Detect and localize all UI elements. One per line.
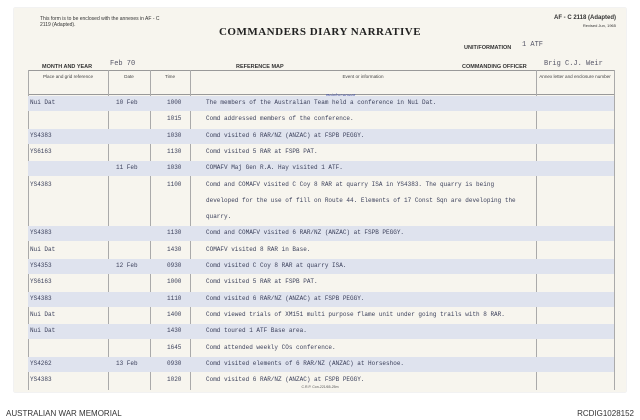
- row-event: Comd visited 5 RAR at FSPB PAT.: [206, 278, 318, 286]
- row-place: YS4383: [30, 294, 52, 302]
- enclosure-note: This form is to be enclosed with the annexes in AF - C 2119 (Adapted).: [40, 16, 160, 28]
- unit-label: UNIT/FORMATION: [464, 45, 512, 51]
- row-date: 12 Feb: [116, 262, 138, 269]
- row-time: 1130: [167, 229, 182, 237]
- archive-id: RCDIG1028152: [577, 409, 634, 418]
- table-row: [28, 129, 614, 144]
- row-place: Nui Dat: [30, 327, 56, 335]
- month-label: MONTH AND YEAR: [42, 64, 93, 70]
- col-event-header: Event or information: [342, 74, 384, 79]
- row-time: 1030: [167, 164, 182, 172]
- row-event: Comd toured 1 ATF Base area.: [206, 327, 307, 335]
- row-place: Nui Dat: [30, 245, 56, 253]
- table-top-rule: [28, 70, 614, 71]
- table-row: [28, 161, 614, 176]
- row-time: 1100: [167, 180, 182, 188]
- col-date-header: Date: [124, 74, 134, 79]
- row-time: 0930: [167, 359, 182, 367]
- revision-note: Revised Jun, 1965: [582, 23, 616, 28]
- table-row: [28, 341, 614, 356]
- row-time: 1430: [167, 245, 182, 253]
- row-time: 1110: [167, 294, 182, 302]
- row-event: Comd addressed members of the conference.: [206, 115, 354, 123]
- header-bottom-rule: [28, 94, 614, 95]
- row-time: 1000: [167, 99, 182, 106]
- diary-sheet: [14, 8, 626, 392]
- table-row: [28, 308, 614, 323]
- row-time: 1130: [167, 147, 182, 155]
- row-event: Comd visited 6 RAR/NZ (ANZAC) at FSPB PEGGY.: [206, 131, 365, 139]
- row-place: YS4383: [30, 180, 52, 188]
- row-event: quarry.: [206, 213, 232, 221]
- row-place: YS6163: [30, 278, 52, 286]
- reference-map-label: REFERENCE MAP: [236, 64, 284, 70]
- row-event: COMAFV Maj Gen R.A. Hay visited 1 ATF.: [206, 164, 343, 172]
- row-event: Comd and COMAFV visited 6 RAR/NZ (ANZAC) at FSPB PEGGY.: [206, 229, 405, 237]
- row-place: Nui Dat: [30, 99, 56, 106]
- table-row: [28, 210, 614, 225]
- page-title: COMMANDERS DIARY NARRATIVE: [218, 26, 422, 38]
- row-event: Comd attended weekly COs conference.: [206, 343, 336, 351]
- table-row: [28, 194, 614, 209]
- row-event: Comd visited 5 RAR at FSPB PAT.: [206, 147, 318, 155]
- right-rule: [614, 70, 615, 390]
- row-date: 13 Feb: [116, 359, 138, 367]
- table-row: [28, 112, 614, 127]
- row-event: developed for the use of fill on Route 44. Elements of 17 Const Sqn are developing the: [206, 196, 516, 204]
- row-event: Comd viewed trials of XM151 multi purpose flame unit under going trails with 8 RAR.: [206, 310, 505, 318]
- col-place-header: Place and grid reference: [42, 74, 94, 79]
- row-place: YS6163: [30, 147, 52, 155]
- table-row: [28, 324, 614, 339]
- print-code: C.R.P. Con-221/65-25m: [301, 385, 339, 389]
- row-time: 1030: [167, 131, 182, 139]
- commanding-officer-label: COMMANDING OFFICER: [462, 64, 527, 70]
- month-value: Feb 70: [110, 60, 136, 68]
- row-event: Comd visited 6 RAR/NZ (ANZAC) at FSPB PEGGY.: [206, 376, 365, 384]
- row-date: 11 Feb: [116, 164, 138, 172]
- unit-value: 1 ATF: [522, 41, 544, 49]
- row-event: Comd visited 6 RAR/NZ (ANZAC) at FSPB PEGGY.: [206, 294, 365, 302]
- row-event: Comd and COMAFV visited C Coy 8 RAR at quarry ISA in YS4383. The quarry is being: [206, 180, 495, 188]
- table-row: [28, 292, 614, 307]
- row-place: YS4353: [30, 262, 52, 269]
- row-place: Nui Dat: [30, 310, 56, 318]
- row-time: 1000: [167, 278, 182, 286]
- col-time-header: Time: [164, 74, 176, 79]
- row-time: 1020: [167, 376, 182, 384]
- row-time: 1400: [167, 310, 182, 318]
- form-code: AF - C 2118 (Adapted): [553, 15, 616, 21]
- row-time: 0930: [167, 262, 182, 269]
- row-event: Comd visited elements of 6 RAR/NZ (ANZAC) at Horseshoe.: [206, 359, 405, 367]
- row-event: COMAFV visited 8 RAR in Base.: [206, 245, 311, 253]
- row-event: The members of the Australian Team held a conference in Nui Dat.: [206, 99, 437, 106]
- table-row: [28, 226, 614, 241]
- table-row: [28, 275, 614, 290]
- col-annex-header: Annex letter and enclosure number: [539, 74, 611, 79]
- table-row: [28, 243, 614, 258]
- row-place: YS4383: [30, 376, 52, 384]
- table-row: [28, 357, 614, 372]
- row-time: 1645: [167, 343, 182, 351]
- table-row: [28, 145, 614, 160]
- table-row: [28, 178, 614, 193]
- archive-footer: [0, 408, 640, 420]
- row-place: YS4383: [30, 229, 52, 237]
- row-time: 1430: [167, 327, 182, 335]
- row-place: YS4262: [30, 359, 52, 367]
- row-event: Comd visited C Coy 8 RAR at quarry ISA.: [206, 262, 347, 269]
- archive-name: AUSTRALIAN WAR MEMORIAL: [6, 409, 122, 418]
- row-time: 1015: [167, 115, 182, 123]
- table-row: [28, 259, 614, 274]
- table-row: [28, 96, 614, 111]
- commanding-officer-value: Brig C.J. Weir: [544, 60, 603, 68]
- row-date: 10 Feb: [116, 99, 138, 106]
- row-place: YS4383: [30, 131, 52, 139]
